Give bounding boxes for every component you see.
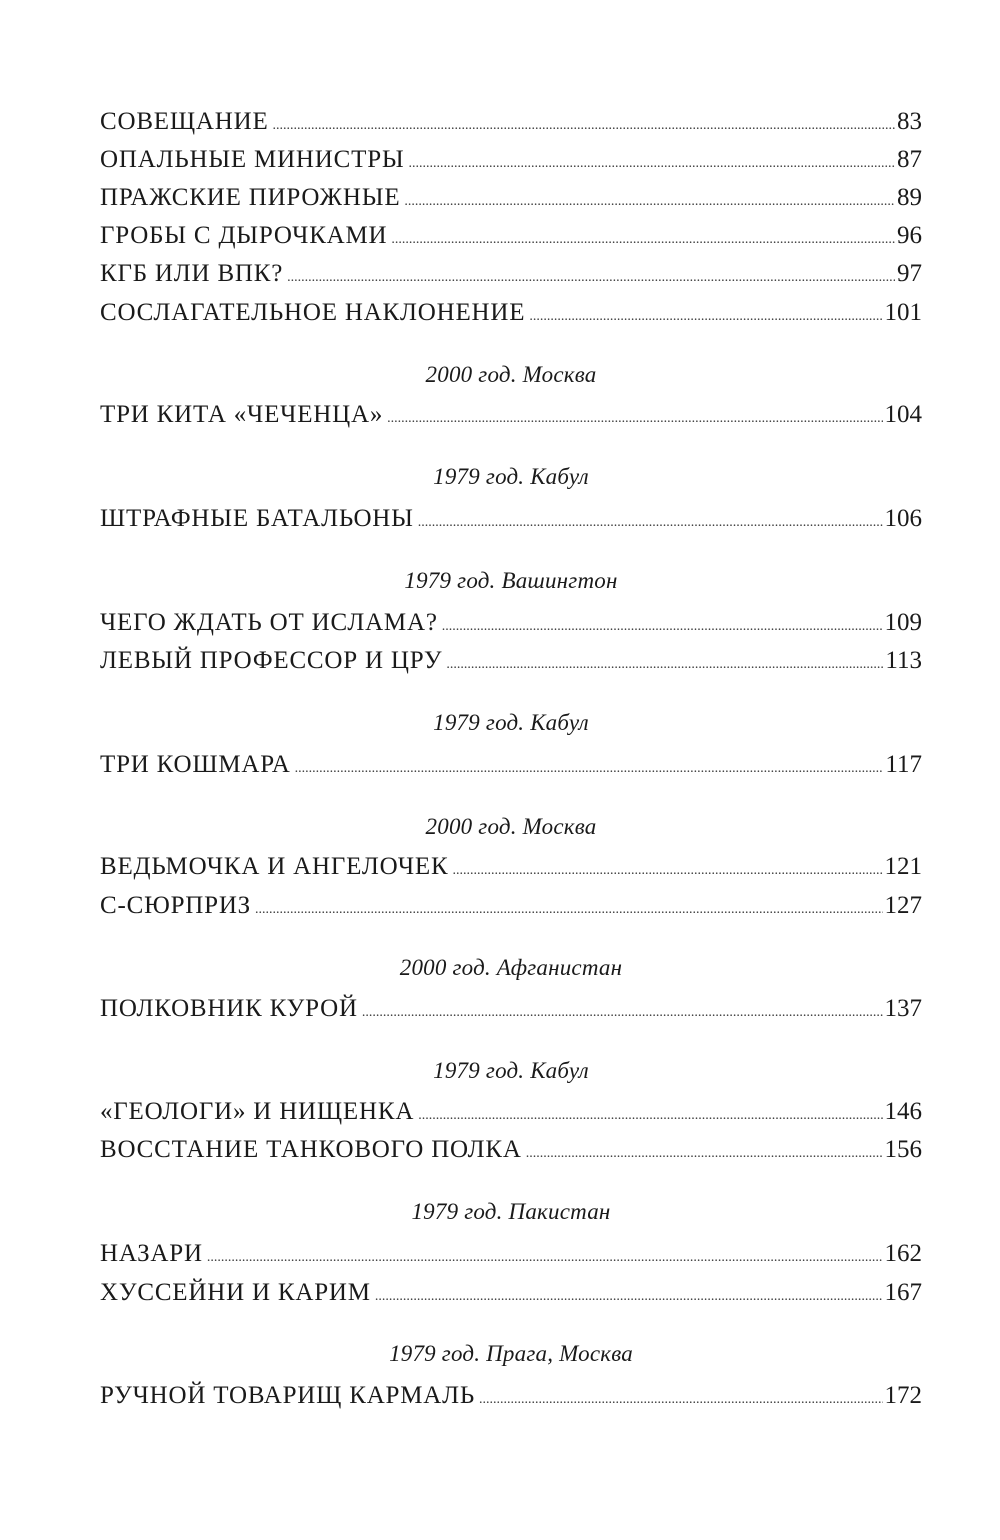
entry-page-number: 156 [884,1136,922,1163]
entry-title: ШТРАФНЫЕ БАТАЛЬОНЫ [100,505,414,532]
section-heading: 1979 год. Кабул [433,464,589,489]
section-heading: 1979 год. Кабул [433,1058,589,1083]
section-heading: 1979 год. Прага, Москва [389,1341,633,1366]
dot-leader [409,156,896,172]
entry-title: ЛЕВЫЙ ПРОФЕССОР И ЦРУ [100,647,443,674]
entry-page-number: 87 [897,146,922,173]
dot-leader [273,118,895,134]
entry-page-number: 109 [884,609,922,636]
dot-leader [479,1392,882,1408]
entry-title: «ГЕОЛОГИ» И НИЩЕНКА [100,1098,415,1125]
entry-page-number: 104 [884,401,922,428]
dot-leader [418,1108,882,1124]
entry-page-number: 101 [884,299,922,326]
section-heading: 1979 год. Вашингтон [404,568,618,593]
dot-leader [452,863,882,879]
entry-title: КГБ ИЛИ ВПК? [100,260,284,287]
entry-title: СОВЕЩАНИЕ [100,108,269,135]
entry-title: ЧЕГО ЖДАТЬ ОТ ИСЛАМА? [100,609,438,636]
section-heading: 1979 год. Пакистан [411,1199,611,1224]
toc-entry[interactable] [100,146,922,182]
toc-entry[interactable] [100,184,922,220]
entry-title: ОПАЛЬНЫЕ МИНИСТРЫ [100,146,405,173]
entry-title: ПОЛКОВНИК КУРОЙ [100,995,358,1022]
entry-page-number: 83 [897,108,922,135]
toc-entry[interactable] [100,299,922,335]
entry-title: ТРИ КОШМАРА [100,751,291,778]
toc-entry[interactable] [100,1098,922,1134]
dot-leader [526,1146,883,1162]
entry-title: ПРАЖСКИЕ ПИРОЖНЫЕ [100,184,401,211]
entry-page-number: 167 [884,1279,922,1306]
entry-page-number: 146 [884,1098,922,1125]
entry-page-number: 97 [897,260,922,287]
dot-leader [529,309,882,325]
dot-leader [362,1005,883,1021]
toc-entry[interactable] [100,892,922,928]
dot-leader [255,902,882,918]
toc-entry[interactable] [100,401,922,437]
toc-entry[interactable] [100,995,922,1031]
entry-title: ТРИ КИТА «ЧЕЧЕНЦА» [100,401,384,428]
toc-entry[interactable] [100,108,922,144]
toc-entry[interactable] [100,751,922,787]
section-heading: 2000 год. Москва [425,362,597,387]
toc-entry[interactable] [100,1279,922,1315]
dot-leader [375,1289,883,1305]
entry-title: РУЧНОЙ ТОВАРИЩ КАРМАЛЬ [100,1382,476,1409]
toc-entry[interactable] [100,222,922,258]
section-heading: 2000 год. Афганистан [399,955,623,980]
dot-leader [287,270,895,286]
entry-page-number: 117 [885,751,922,778]
entry-title: НАЗАРИ [100,1240,203,1267]
toc-entry[interactable] [100,1136,922,1172]
entry-page-number: 106 [884,505,922,532]
entry-page-number: 162 [884,1240,922,1267]
entry-page-number: 89 [897,184,922,211]
dot-leader [295,761,884,777]
entry-title: ВОССТАНИЕ ТАНКОВОГО ПОЛКА [100,1136,522,1163]
section-heading: 2000 год. Москва [425,814,597,839]
entry-page-number: 96 [897,222,922,249]
dot-leader [207,1250,883,1266]
entry-page-number: 127 [884,892,922,919]
toc-entry[interactable] [100,1382,922,1418]
entry-title: ВЕДЬМОЧКА И АНГЕЛОЧЕК [100,853,449,880]
section-heading: 1979 год. Кабул [433,710,589,735]
entry-title: СОСЛАГАТЕЛЬНОЕ НАКЛОНЕНИЕ [100,299,526,326]
entry-page-number: 137 [884,995,922,1022]
toc-entry[interactable] [100,609,922,645]
toc-entry[interactable] [100,1240,922,1276]
dot-leader [446,657,883,673]
dot-leader [418,515,883,531]
dot-leader [442,619,883,635]
entry-page-number: 172 [884,1382,922,1409]
entry-page-number: 113 [885,647,922,674]
entry-title: ХУССЕЙНИ И КАРИМ [100,1279,371,1306]
toc-entry[interactable] [100,505,922,541]
toc-entry[interactable] [100,647,922,683]
toc-entry[interactable] [100,853,922,889]
entry-title: ГРОБЫ С ДЫРОЧКАМИ [100,222,388,249]
toc-entry[interactable] [100,260,922,296]
entry-page-number: 121 [884,853,922,880]
dot-leader [391,232,895,248]
dot-leader [387,411,882,427]
entry-title: С-СЮРПРИЗ [100,892,252,919]
dot-leader [404,194,895,210]
